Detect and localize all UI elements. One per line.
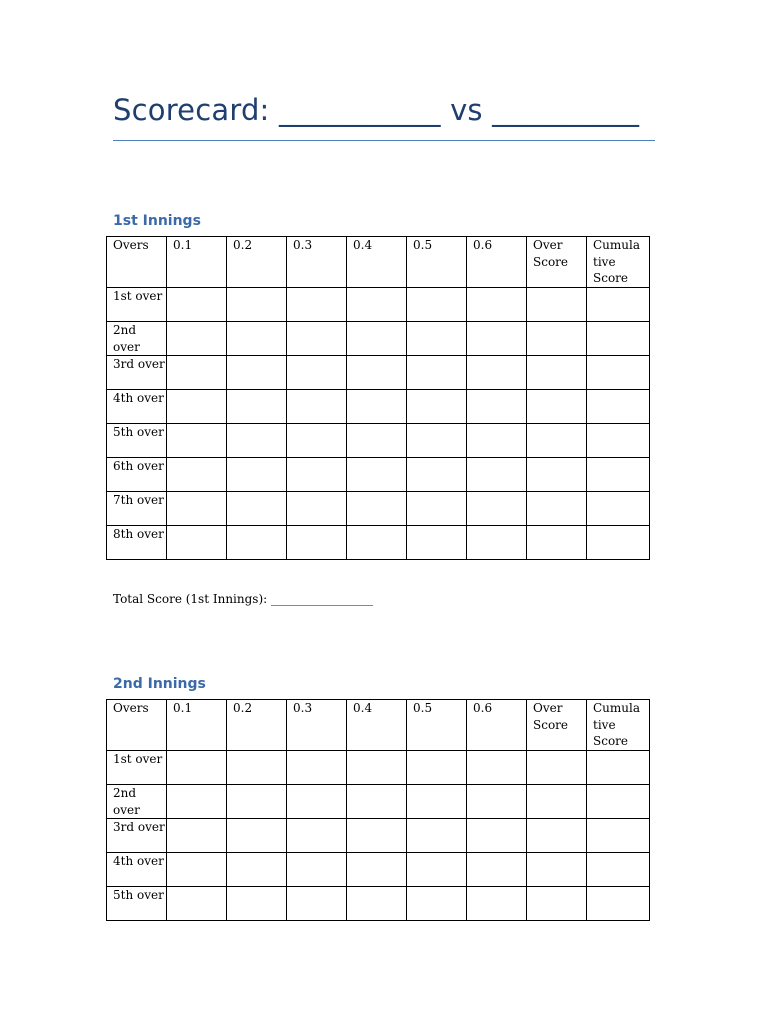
column-header: Overs xyxy=(107,237,167,288)
score-cell[interactable] xyxy=(227,853,287,887)
table-row xyxy=(107,288,650,322)
score-cell[interactable] xyxy=(407,526,467,560)
score-cell[interactable] xyxy=(287,356,347,390)
score-cell[interactable] xyxy=(587,853,650,887)
score-cell[interactable] xyxy=(347,390,407,424)
score-cell[interactable] xyxy=(227,526,287,560)
column-header: 0.1 xyxy=(167,700,227,751)
score-cell[interactable] xyxy=(587,458,650,492)
column-header: Cumula tive Score xyxy=(587,237,650,288)
score-cell[interactable] xyxy=(287,819,347,853)
score-cell[interactable] xyxy=(527,458,587,492)
score-cell[interactable] xyxy=(287,424,347,458)
score-cell[interactable] xyxy=(227,785,287,819)
table-row xyxy=(107,356,650,390)
innings-1-heading: 1st Innings xyxy=(113,213,201,229)
score-cell[interactable] xyxy=(467,424,527,458)
score-cell[interactable] xyxy=(227,288,287,322)
score-cell[interactable] xyxy=(227,492,287,526)
over-label: 1st over xyxy=(107,751,167,785)
score-cell[interactable] xyxy=(407,785,467,819)
score-cell[interactable] xyxy=(167,390,227,424)
score-cell[interactable] xyxy=(527,526,587,560)
score-cell[interactable] xyxy=(167,785,227,819)
score-cell[interactable] xyxy=(287,526,347,560)
column-header: 0.4 xyxy=(347,237,407,288)
column-header: Over Score xyxy=(527,237,587,288)
score-cell[interactable] xyxy=(467,390,527,424)
score-cell[interactable] xyxy=(407,322,467,356)
score-cell[interactable] xyxy=(287,751,347,785)
score-cell[interactable] xyxy=(527,819,587,853)
score-cell[interactable] xyxy=(227,458,287,492)
score-cell[interactable] xyxy=(167,819,227,853)
column-header: 0.1 xyxy=(167,237,227,288)
score-cell[interactable] xyxy=(587,751,650,785)
column-header: 0.3 xyxy=(287,700,347,751)
score-cell[interactable] xyxy=(527,390,587,424)
column-header: 0.2 xyxy=(227,237,287,288)
score-cell[interactable] xyxy=(527,887,587,921)
score-cell[interactable] xyxy=(467,288,527,322)
table-row xyxy=(107,526,650,560)
score-cell[interactable] xyxy=(407,853,467,887)
column-header: 0.2 xyxy=(227,700,287,751)
column-header: 0.6 xyxy=(467,237,527,288)
score-cell[interactable] xyxy=(407,424,467,458)
score-cell[interactable] xyxy=(347,458,407,492)
table-row xyxy=(107,785,650,819)
score-cell[interactable] xyxy=(467,751,527,785)
score-cell[interactable] xyxy=(287,887,347,921)
innings-2-table xyxy=(106,699,650,921)
score-cell[interactable] xyxy=(527,424,587,458)
score-cell[interactable] xyxy=(407,887,467,921)
column-header: 0.6 xyxy=(467,700,527,751)
table-row xyxy=(107,819,650,853)
score-cell[interactable] xyxy=(287,853,347,887)
score-cell[interactable] xyxy=(347,424,407,458)
column-header: 0.4 xyxy=(347,700,407,751)
table-row xyxy=(107,322,650,356)
score-cell[interactable] xyxy=(527,853,587,887)
score-cell[interactable] xyxy=(527,356,587,390)
score-cell[interactable] xyxy=(407,390,467,424)
column-header: Cumula tive Score xyxy=(587,700,650,751)
score-cell[interactable] xyxy=(587,288,650,322)
score-cell[interactable] xyxy=(287,288,347,322)
over-label: 4th over xyxy=(107,390,167,424)
score-cell[interactable] xyxy=(167,853,227,887)
score-cell[interactable] xyxy=(467,492,527,526)
over-label: 3rd over xyxy=(107,819,167,853)
table-row xyxy=(107,492,650,526)
score-cell[interactable] xyxy=(287,785,347,819)
table-header-row xyxy=(107,237,650,288)
score-cell[interactable] xyxy=(587,785,650,819)
table-row xyxy=(107,424,650,458)
score-cell[interactable] xyxy=(407,751,467,785)
score-cell[interactable] xyxy=(467,853,527,887)
score-cell[interactable] xyxy=(227,356,287,390)
column-header: Overs xyxy=(107,700,167,751)
score-cell[interactable] xyxy=(287,390,347,424)
score-cell[interactable] xyxy=(347,288,407,322)
score-cell[interactable] xyxy=(167,887,227,921)
score-cell[interactable] xyxy=(227,887,287,921)
score-cell[interactable] xyxy=(587,322,650,356)
title-underline xyxy=(113,140,655,141)
table-row xyxy=(107,458,650,492)
score-cell[interactable] xyxy=(167,492,227,526)
score-cell[interactable] xyxy=(527,322,587,356)
score-cell[interactable] xyxy=(287,492,347,526)
over-label: 4th over xyxy=(107,853,167,887)
score-cell[interactable] xyxy=(467,526,527,560)
over-label: 5th over xyxy=(107,424,167,458)
table-row xyxy=(107,887,650,921)
score-cell[interactable] xyxy=(587,887,650,921)
score-cell[interactable] xyxy=(467,819,527,853)
score-cell[interactable] xyxy=(347,356,407,390)
score-cell[interactable] xyxy=(407,288,467,322)
score-cell[interactable] xyxy=(407,356,467,390)
over-label: 1st over xyxy=(107,288,167,322)
score-cell[interactable] xyxy=(287,322,347,356)
score-cell[interactable] xyxy=(527,288,587,322)
score-cell[interactable] xyxy=(587,390,650,424)
score-cell[interactable] xyxy=(227,751,287,785)
score-cell[interactable] xyxy=(587,526,650,560)
over-label: 3rd over xyxy=(107,356,167,390)
score-cell[interactable] xyxy=(587,492,650,526)
score-cell[interactable] xyxy=(227,322,287,356)
scorecard-title: Scorecard: ___________ vs __________ xyxy=(113,93,640,127)
score-cell[interactable] xyxy=(227,390,287,424)
over-label: 5th over xyxy=(107,887,167,921)
score-cell[interactable] xyxy=(227,424,287,458)
score-cell[interactable] xyxy=(167,288,227,322)
table-row xyxy=(107,853,650,887)
score-cell[interactable] xyxy=(347,853,407,887)
score-cell[interactable] xyxy=(347,819,407,853)
innings-1-table xyxy=(106,236,650,560)
score-cell[interactable] xyxy=(407,492,467,526)
column-header: 0.5 xyxy=(407,237,467,288)
score-cell[interactable] xyxy=(587,424,650,458)
table-row xyxy=(107,390,650,424)
over-label: 2nd over xyxy=(107,322,167,356)
over-label: 6th over xyxy=(107,458,167,492)
column-header: 0.3 xyxy=(287,237,347,288)
score-cell[interactable] xyxy=(167,526,227,560)
score-cell[interactable] xyxy=(467,356,527,390)
score-cell[interactable] xyxy=(467,458,527,492)
column-header: Over Score xyxy=(527,700,587,751)
score-cell[interactable] xyxy=(347,492,407,526)
score-cell[interactable] xyxy=(467,322,527,356)
innings-2-table-body xyxy=(107,700,650,921)
score-cell[interactable] xyxy=(167,424,227,458)
score-cell[interactable] xyxy=(287,458,347,492)
score-cell[interactable] xyxy=(527,751,587,785)
score-cell[interactable] xyxy=(347,887,407,921)
score-cell[interactable] xyxy=(167,751,227,785)
score-cell[interactable] xyxy=(347,785,407,819)
table-row xyxy=(107,751,650,785)
over-label: 2nd over xyxy=(107,785,167,819)
score-cell[interactable] xyxy=(167,322,227,356)
score-cell[interactable] xyxy=(527,785,587,819)
score-cell[interactable] xyxy=(587,356,650,390)
score-cell[interactable] xyxy=(167,458,227,492)
score-cell[interactable] xyxy=(347,322,407,356)
score-cell[interactable] xyxy=(347,526,407,560)
score-cell[interactable] xyxy=(407,819,467,853)
table-header-row xyxy=(107,700,650,751)
innings-1-table-body xyxy=(107,237,650,560)
score-cell[interactable] xyxy=(527,492,587,526)
column-header: 0.5 xyxy=(407,700,467,751)
innings-2-heading: 2nd Innings xyxy=(113,676,206,692)
over-label: 7th over xyxy=(107,492,167,526)
over-label: 8th over xyxy=(107,526,167,560)
score-cell[interactable] xyxy=(227,819,287,853)
score-cell[interactable] xyxy=(467,887,527,921)
score-cell[interactable] xyxy=(587,819,650,853)
score-cell[interactable] xyxy=(347,751,407,785)
score-cell[interactable] xyxy=(167,356,227,390)
score-cell[interactable] xyxy=(407,458,467,492)
innings-1-total-score: Total Score (1st Innings): _________________ xyxy=(113,592,373,606)
score-cell[interactable] xyxy=(467,785,527,819)
